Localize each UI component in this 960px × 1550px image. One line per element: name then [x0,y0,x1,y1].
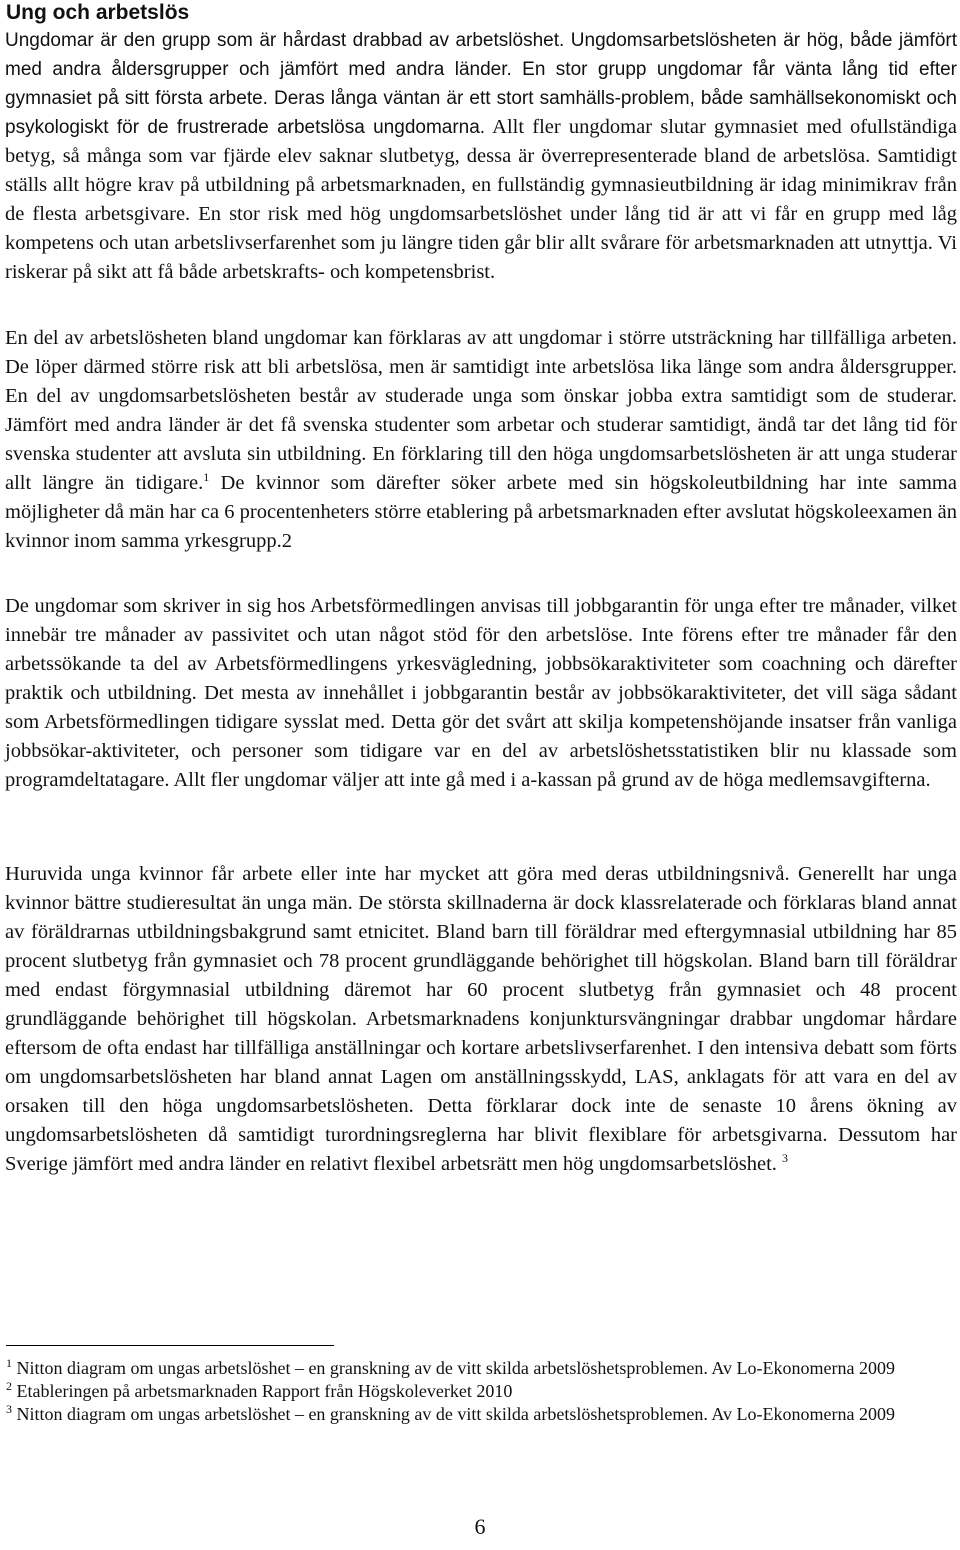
section-heading: Ung och arbetslös [6,1,190,24]
paragraph-3: De ungdomar som skriver in sig hos Arbetsförmedlingen anvisas till jobbgarantin för unga efter tre månader, vilket innebär tre månader av passivitet och utan något stöd för den arbetslöse. Inte förens efter tre månader får den arbetssökande ta del av Arbetsförmedlingens yrkesvägledning, jobbsökaraktiviteter som coachning och därefter praktik och utbildning. Det mesta av innehållet i jobbgarantin består av jobbsökaraktiviteter, det vill säga sådant som Arbetsförmedlingen tidigare sysslat med. Detta gör det svårt att skilja kompetenshöjande insatser från vanliga jobbsökar-aktiviteter, och personer som tidigare var en del av arbetslöshetsstatistiken blir nu klassade som programdeltatagare. Allt fler ungdomar väljer att inte gå med i a-kassan på grund av de höga medlemsavgifterna. [5,595,957,791]
footnote-ref-1[interactable]: 1 [203,470,210,485]
paragraph-4-text: Huruvida unga kvinnor får arbete eller inte har mycket att göra med deras utbildningsnivå. Generellt har unga kvinnor bättre studieresultat än unga män. De största skillnaderna är dock klassrelaterade och förklaras bland annat av föräldrarnas utbildningsbakgrund samt etnicitet. Bland barn till föräldrar med eftergymnasial utbildning har 85 procent slutbetyg från gymnasiet och 78 procent grundläggande behörighet till högskolan. Bland barn till föräldrar med endast förgymnasial utbildning däremot har 60 procent slutbetyg från gymnasiet och 48 procent grundläggande behörighet till högskolan. Arbetsmarknadens konjunktursvängningar drabbar ungdomar hårdare eftersom de ofta endast har tillfälliga anställningar och kortare arbetslivserfarenhet. I den intensiva debatt som förts om ungdomsarbetslösheten har bland annat Lagen om anställningsskydd, LAS, anklagats för att vara en del av orsaken till den höga ungdomsarbetslösheten. Detta förklarar dock inte de senaste 10 årens ökning av ungdomsarbetslösheten då samtidigt turordningsreglerna har blivit flexiblare för arbetsgivarna. Dessutom har Sverige jämfört med andra länder en relativt flexibel arbetsrätt men hög ungdomsarbetslöshet. [5,863,957,1175]
paragraph-2-part-b: De kvinnor som därefter söker arbete med sin högskoleutbildning har inte samma möjligheter då män har ca 6 procentenheters större etablering på arbetsmarknaden efter avslutat högskoleexamen än kvinnor inom samma yrkesgrupp. [5,472,957,552]
footnote-ref-2[interactable]: 2 [281,530,292,552]
footnote-1 [6,1357,906,1380]
footnote-number: 1 [6,1356,12,1370]
footnote-text: Nitton diagram om ungas arbetslöshet – en granskning av de vitt skilda arbetslöshetsproblemen. Av Lo-Ekonomerna 2009 [12,1358,895,1378]
footnote-divider [6,1345,334,1346]
footnotes [6,1357,906,1426]
paragraph-2 [5,324,957,556]
page-number: 6 [474,1514,486,1539]
paragraph-1-part-b: Allt fler ungdomar slutar gymnasiet med ofullständiga betyg, så många som var fjärde elev saknar slutbetyg, dessa är överrepresenterade bland de arbetslösa. Samtidigt ställs allt högre krav på utbildning på arbetsmarknaden, en fullständig gymnasieutbildning är idag minimikrav från de flesta arbetsgivare. En stor risk med hög ungdomsarbetslöshet under lång tid är att vi får en grupp med låg kompetens och utan arbetslivserfarenhet som ju längre tiden går blir allt svårare för arbetsmarknaden att utnyttja. Vi riskerar på sikt att få både arbetskrafts- och kompetensbrist. [5,116,957,283]
footnote-2 [6,1380,906,1403]
footnote-text: Nitton diagram om ungas arbetslöshet – en granskning av de vitt skilda arbetslöshetsproblemen. Av Lo-Ekonomerna 2009 [12,1404,895,1424]
paragraph-4 [5,860,957,1179]
footnote-ref-3[interactable]: 3 [782,1151,789,1166]
footnote-number: 3 [6,1402,12,1416]
paragraph-1 [5,26,957,287]
paragraph-2-part-a: En del av arbetslösheten bland ungdomar kan förklaras av att ungdomar i större utsträckning har tillfälliga arbeten. De löper därmed större risk att bli arbetslösa, men är samtidigt inte arbetslösa lika länge som andra åldersgrupper. En del av ungdomsarbetslösheten består av studerade unga som önskar jobba extra samtidigt som de studerar. Jämfört med andra länder är det få svenska studenter som arbetar och studerar samtidigt, ändå tar det lång tid för svenska studenter att avsluta sin utbildning. En förklaring till den höga ungdomsarbetslösheten är att unga studerar allt längre än tidigare. [5,327,957,494]
footnote-text: Etableringen på arbetsmarknaden Rapport från Högskoleverket 2010 [12,1381,513,1401]
footnote-3 [6,1403,906,1426]
footnote-number: 2 [6,1379,12,1393]
paragraph-1-part-a: Ungdomar är den grupp som är hårdast drabbad av arbetslöshet. Ungdomsarbetslösheten är hög, både jämfört med andra åldersgrupper och jämfört med andra länder. En stor grupp ungdomar får vänta lång tid efter gymnasiet på sitt första arbete. Deras långa väntan är ett stort samhälls-problem, både samhällsekonomiskt och psykologiskt för de frustrerade arbetslösa ungdomarna. [5,30,957,138]
